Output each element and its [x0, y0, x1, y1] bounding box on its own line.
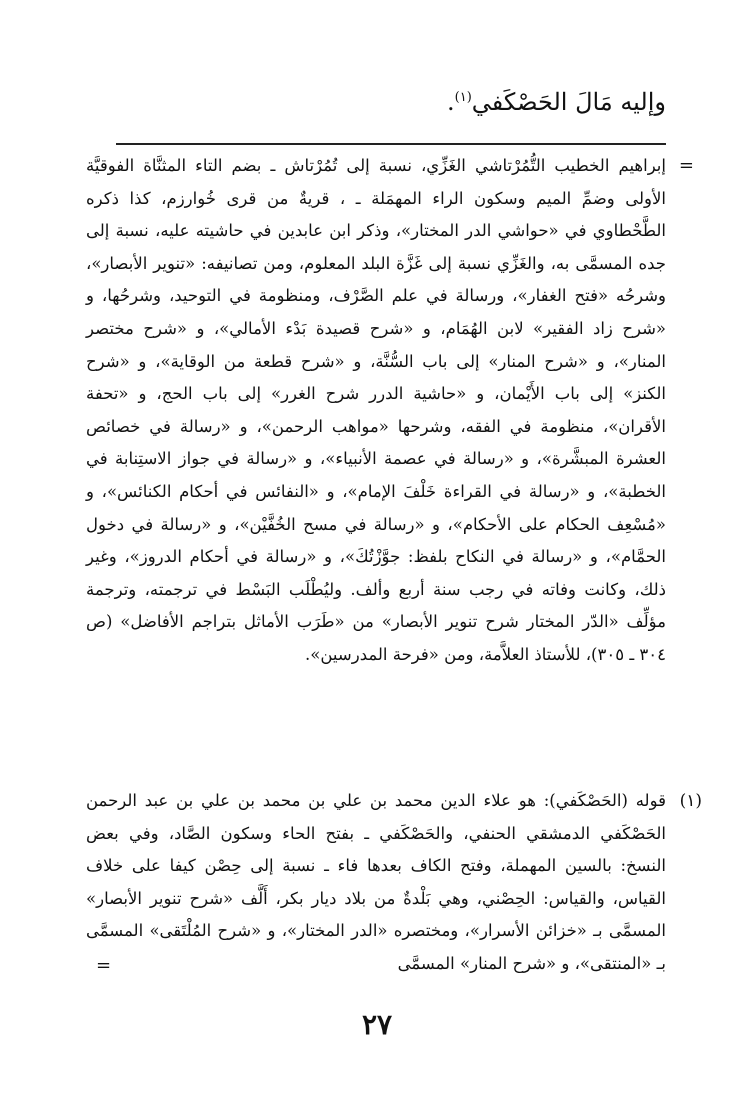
- footnote-1-marker: (١): [679, 791, 702, 811]
- continuation-marker: =: [678, 155, 694, 176]
- footnote-separator: [116, 143, 666, 145]
- footnote-continuation: إبراهيم الخطيب التُّمُرْتاشي الغَزِّي، نسبة إلى تُمُرْتاش ـ بضم التاء المثنَّاة الفوقيَّة الأولى وضمِّ الميم وسكون الراء المهمَلة ـ ، قريةٌ من قرى خُوارزم، كذا ذكره الطَّحْطاوي في «حواشي الدر المختار»، وذكر ابن عابدين في حاشيته عليه، نسبة إلى جده المسمَّى به، والغَزِّي نسبة إلى غَزَّة البلد المعلوم، ومن تصانيفه: «تنوير الأبصار»، وشرحُه «فتح الغفار»، ورسالة في علم الصَّرْف، ومنظومة في التوحيد، وشرحُها، و «شرح زاد الفقير» لابن الهُمَام، و «شرح قصيدة بَدْء الأمالي»، و «شرح مختصر المنار»، و «شرح المنار» إلى باب السُّنَّة، و «شرح قطعة من الوقاية»، و «شرح الكنز» إلى باب الأَيْمان، و «حاشية الدرر شرح الغرر» إلى باب الحج، و «تحفة الأقران»، منظومة في الفقه، وشرحها «مواهب الرحمن»، و «رسالة في خصائص العشرة المبشَّرة»، و «رسالة في عصمة الأنبياء»، و «رسالة في جواز الاستِنابة في الخطبة»، و «رسالة في القراءة خَلْفَ الإمام»، و «النفائس في أحكام الكنائس»، و «مُسْعِف الحكام على الأحكام»، و «رسالة في مسح الخُفَّيْن»، و «رسالة في دخول الحمَّام»، و «رسالة في النكاح بلفظ: جوَّزْتُكَ»، و «رسالة في أحكام الدروز»، وغير ذلك، وكانت وفاته في رجب سنة أربع وألف. وليُطْلَب البَسْط في ترجمته، وترجمة مؤلِّف «الدّر المختار شرح تنوير الأبصار» من «طَرَب الأماثل بتراجم الأفاضل» (ص ٣٠٤ ـ ٣٠٥)، للأستاذ العلاَّمة، ومن «فرحة المدرسين».: [86, 156, 666, 664]
- continues-next-page-marker: =: [96, 955, 112, 976]
- footnote-ref-1: (١): [454, 90, 472, 105]
- main-text-end: .: [446, 88, 455, 116]
- footnote-1: قوله (الحَصْكَفي): هو علاء الدين محمد بن علي بن محمد بن علي بن عبد الرحمن الحَصْكَفي الدمشقي الحنفي، والحَصْكَفي ـ بفتح الحاء وسكون الصَّاد، وفي بعض النسخ: بالسين المهملة، وفتح الكاف بعدها فاء ـ نسبة إلى حِصْن كيفا على خلاف القياس، والقياس: الحِصْني، وهي بَلْدةٌ من بلاد ديار بكر، أَلَّف «شرح تنوير الأبصار» المسمَّى بـ «خزائن الأسرار»، ومختصره «الدر المختار»، و «شرح المُلْتَقى» المسمَّى بـ «المنتقى»، و «شرح المنار» المسمَّى: [86, 791, 666, 973]
- page-number: ٢٧: [361, 1008, 393, 1041]
- main-text-line: [86, 78, 666, 122]
- main-text: وإليه مَالَ الحَصْكَفي: [471, 88, 666, 116]
